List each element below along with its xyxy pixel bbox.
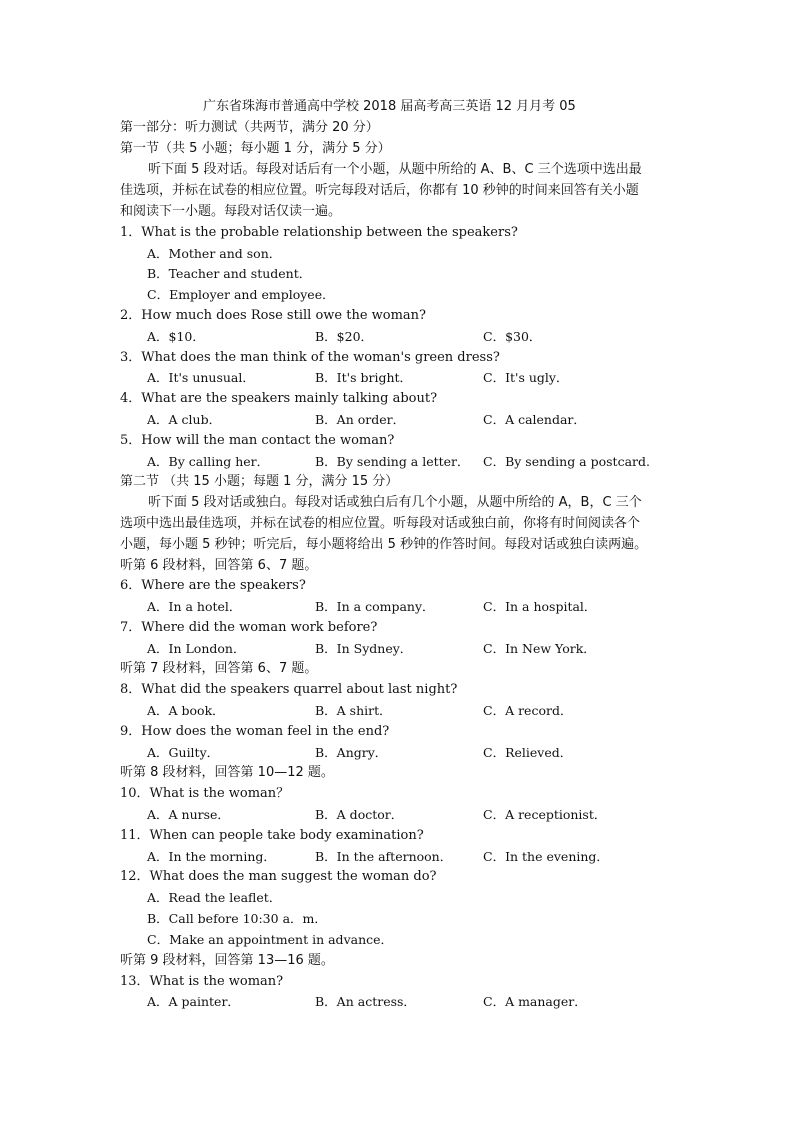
q7-option-a[interactable]: A．In London． [147,641,246,656]
q8-option-a[interactable]: A．A book． [147,703,225,718]
q8-option-b[interactable]: B．A shirt． [315,703,392,718]
q10-option-b[interactable]: B．A doctor． [315,807,404,822]
question-2: 2．How much does Rose still owe the woman? [120,308,427,323]
question-11: 11．When can people take body examination? [120,828,424,843]
section2-heading: 第二节 （共 15 小题；每题 1 分，满分 15 分） [120,474,399,489]
q2-option-c[interactable]: C．$30． [483,329,542,344]
question-4: 4．What are the speakers mainly talking about? [120,391,438,406]
q3-option-c[interactable]: C．It's ugly． [483,370,569,385]
section2-instruction-line: 选项中选出最佳选项，并标在试卷的相应位置。听每段对话或独白前，你将有时间阅读各个 [120,516,641,531]
q11-option-a[interactable]: A．In the morning． [147,849,276,864]
q10-option-a[interactable]: A．A nurse． [147,807,230,822]
q8-option-c[interactable]: C．A record． [483,703,573,718]
q6-option-c[interactable]: C．In a hospital． [483,599,597,614]
q9-option-c[interactable]: C．Relieved． [483,745,573,760]
q1-option-c[interactable]: C．Employer and employee． [147,287,335,302]
q3-option-a[interactable]: A．It's unusual． [147,370,255,385]
q12-option-c[interactable]: C．Make an appointment in advance． [147,932,394,947]
q5-option-c[interactable]: C．By sending a postcard. [483,454,650,469]
q6-option-a[interactable]: A．In a hotel． [147,599,242,614]
section1-instruction-line: 和阅读下一小题。每段对话仅读一遍。 [120,204,342,219]
q9-option-b[interactable]: B．Angry． [315,745,388,760]
q12-option-b[interactable]: B．Call before 10:30 a．m． [147,911,327,926]
q1-option-b[interactable]: B．Teacher and student． [147,266,312,281]
q4-option-a[interactable]: A．A club． [147,412,222,427]
q1-option-a[interactable]: A．Mother and son． [147,246,282,261]
q13-option-b[interactable]: B．An actress． [315,994,416,1009]
section2-instruction-line: 听下面 5 段对话或独白。每段对话或独白后有几个小题，从题中所给的 A，B，C 三个 [148,495,642,510]
section1-heading: 第一节（共 5 小题；每小题 1 分，满分 5 分） [120,141,391,156]
part1-heading: 第一部分：听力测试（共两节，满分 20 分） [120,120,379,135]
q7-option-b[interactable]: B．In Sydney． [315,641,413,656]
q12-option-a[interactable]: A．Read the leaflet． [147,890,282,905]
q11-option-c[interactable]: C．In the evening． [483,849,609,864]
material-note-9: 听第 9 段材料，回答第 13—16 题。 [120,953,334,968]
q5-option-a[interactable]: A．By calling her． [147,454,270,469]
q11-option-b[interactable]: B．In the afternoon． [315,849,453,864]
q2-option-a[interactable]: A．$10． [147,329,205,344]
q13-option-c[interactable]: C．A manager． [483,994,587,1009]
question-12: 12．What does the man suggest the woman do? [120,869,437,884]
q2-option-b[interactable]: B．$20． [315,329,374,344]
question-13: 13．What is the woman? [120,974,284,989]
question-6: 6．Where are the speakers? [120,578,306,593]
page-title: 广东省珠海市普通高中学校 2018 届高考高三英语 12 月月考 05 [203,99,576,114]
section1-instruction-line: 听下面 5 段对话。每段对话后有一个小题，从题中所给的 A、B、C 三个选项中选出最 [148,162,642,177]
q10-option-c[interactable]: C．A receptionist． [483,807,607,822]
q7-option-c[interactable]: C．In New York． [483,641,596,656]
q13-option-a[interactable]: A．A painter． [147,994,240,1009]
question-5: 5．How will the man contact the woman? [120,433,395,448]
q6-option-b[interactable]: B．In a company． [315,599,435,614]
section2-instruction-line: 小题，每小题 5 秒钟；听完后，每小题将给出 5 秒钟的作答时间。每段对话或独白读两遍。 [120,537,648,552]
question-9: 9．How does the woman feel in the end? [120,724,390,739]
question-8: 8．What did the speakers quarrel about last night? [120,682,458,697]
q4-option-c[interactable]: C．A calendar． [483,412,586,427]
q9-option-a[interactable]: A．Guilty． [147,745,220,760]
question-7: 7．Where did the woman work before? [120,620,378,635]
question-10: 10．What is the woman？ [120,786,290,801]
q4-option-b[interactable]: B．An order． [315,412,406,427]
material-note-6: 听第 6 段材料，回答第 6、7 题。 [120,558,318,573]
q3-option-b[interactable]: B．It's bright． [315,370,413,385]
material-note-7: 听第 7 段材料，回答第 6、7 题。 [120,661,318,676]
material-note-8: 听第 8 段材料，回答第 10—12 题。 [120,765,334,780]
question-1: 1．What is the probable relationship between the speakers? [120,225,518,240]
section1-instruction-line: 佳选项，并标在试卷的相应位置。听完每段对话后，你都有 10 秒钟的时间来回答有关小题 [120,183,639,198]
question-3: 3．What does the man think of the woman's green dress? [120,350,500,365]
q5-option-b[interactable]: B．By sending a letter． [315,454,470,469]
